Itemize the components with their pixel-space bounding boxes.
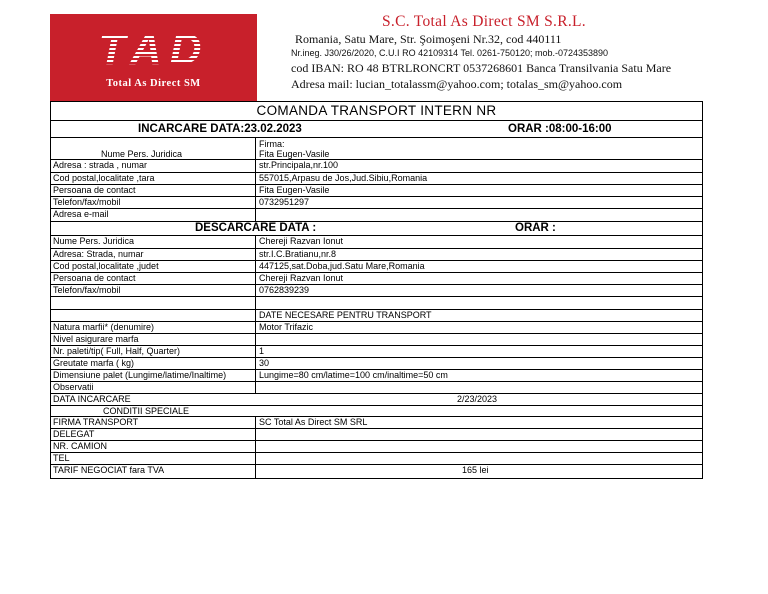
company-address: Romania, Satu Mare, Str. Şoimoşeni Nr.32, cod 440111 [295, 32, 562, 46]
tel-label: TEL [51, 453, 256, 464]
unloading-hours: ORAR : [515, 222, 556, 234]
tel-row [51, 453, 702, 465]
loading-contact-value: Fita Eugen-Vasile [259, 185, 330, 195]
unloading-address-label: Adresa: Strada, numar [51, 249, 256, 260]
unloading-postal-value: 447125,sat.Doba,jud.Satu Mare,Romania [259, 261, 425, 271]
loading-name-label: Nume Pers. Juridica [101, 149, 183, 159]
loading-hours: ORAR :08:00-16:00 [508, 123, 612, 135]
tariff-value: 165 lei [462, 465, 489, 475]
transport-section-title: DATE NECESARE PENTRU TRANSPORT [259, 310, 432, 320]
company-name: S.C. Total As Direct SM S.R.L. [382, 13, 586, 30]
document-title: COMANDA TRANSPORT INTERN NR [256, 103, 497, 118]
unloading-name-label: Nume Pers. Juridica [51, 236, 256, 248]
blank-row [51, 297, 702, 310]
unloading-contact-value: Chereji Razvan Ionut [259, 273, 344, 283]
transport-company-value: SC Total As Direct SM SRL [259, 417, 368, 427]
logo-letters: TAD [58, 28, 250, 72]
goods-nature-label: Natura marfii* (denumire) [51, 322, 256, 333]
loading-date: INCARCARE DATA:23.02.2023 [138, 123, 302, 135]
dimensions-value: Lungime=80 cm/latime=100 cm/inaltime=50 cm [259, 370, 448, 380]
company-email: Adresa mail: lucian_totalassm@yahoo.com; totalas_sm@yahoo.com [291, 77, 623, 91]
insurance-row [51, 334, 702, 346]
loading-address-label: Adresa : strada , numar [51, 160, 256, 172]
loading-data-value: 2/23/2023 [457, 394, 498, 404]
insurance-value [257, 334, 702, 345]
goods-nature-value: Motor Trifazic [259, 322, 314, 332]
company-registry: Nr.ineg. J30/26/2020, C.U.I RO 42109314 Tel. 0261-750120; mob.-0724353890 [291, 48, 609, 58]
goods-nature-row [51, 322, 702, 334]
loading-phone-label: Telefon/fax/mobil [51, 197, 256, 208]
pallets-row [51, 346, 702, 358]
logo-tagline: Total As Direct SM [106, 78, 201, 89]
loading-email-label: Adresa e-mail [51, 209, 256, 221]
unloading-date: DESCARCARE DATA : [195, 222, 317, 234]
unloading-phone-value: 0762839239 [259, 285, 310, 295]
unloading-postal-row [51, 261, 702, 273]
loading-postal-label: Cod postal,localitate ,tara [51, 173, 256, 184]
loading-address-value: str.Principala,nr.100 [259, 160, 339, 170]
unloading-contact-row [51, 273, 702, 285]
delegate-label: DELEGAT [51, 429, 256, 440]
loading-phone-value: 0732951297 [259, 197, 310, 207]
weight-row [51, 358, 702, 370]
truck-number-label: NR. CAMION [51, 441, 256, 452]
weight-value: 30 [259, 358, 270, 368]
dimensions-row [51, 370, 702, 382]
loading-contact-row [51, 185, 702, 197]
transport-section-row [51, 310, 702, 322]
loading-contact-label: Persoana de contact [51, 185, 256, 196]
truck-number-value [257, 441, 702, 452]
unloading-phone-label: Telefon/fax/mobil [51, 285, 256, 296]
loading-name-row [51, 138, 702, 160]
delegate-row [51, 429, 702, 441]
dimensions-label: Dimensiune palet (Lungime/latime/Inaltime) [51, 370, 256, 381]
loading-name-value: Fita Eugen-Vasile [259, 149, 330, 159]
tel-value [257, 453, 702, 464]
unloading-address-row [51, 249, 702, 261]
special-conditions: CONDITII SPECIALE [103, 406, 190, 416]
loading-date-row [51, 121, 702, 138]
loading-data-row [51, 394, 702, 406]
truck-number-row [51, 441, 702, 453]
loading-postal-value: 557015,Arpasu de Jos,Jud.Sibiu,Romania [259, 173, 428, 183]
unloading-postal-label: Cod postal,localitate ,judet [51, 261, 256, 272]
observations-row [51, 382, 702, 394]
observations-value [257, 382, 702, 393]
weight-label: Greutate marfa ( kg) [51, 358, 256, 369]
special-conditions-row [51, 406, 702, 417]
unloading-name-value: Chereji Razvan Ionut [259, 236, 344, 246]
company-logo [50, 14, 257, 102]
pallets-value: 1 [259, 346, 265, 356]
unloading-address-value: str.I.C.Bratianu,nr.8 [259, 249, 337, 259]
transport-company-label: FIRMA TRANSPORT [51, 417, 256, 428]
loading-address-row [51, 160, 702, 173]
unloading-phone-row [51, 285, 702, 297]
unloading-date-row [51, 222, 702, 236]
unloading-contact-label: Persoana de contact [51, 273, 256, 284]
pallets-label: Nr. paleti/tip( Full, Half, Quarter) [51, 346, 256, 357]
transport-order-table [50, 101, 703, 479]
loading-data-label: DATA INCARCARE [53, 394, 131, 404]
tariff-label: TARIF NEGOCIAT fara TVA [51, 465, 256, 478]
observations-label: Observatii [51, 382, 256, 393]
title-row [51, 102, 702, 121]
loading-phone-row [51, 197, 702, 209]
firma-label: Firma: [259, 139, 285, 149]
loading-email-row [51, 209, 702, 222]
delegate-value [257, 429, 702, 440]
tariff-row [51, 465, 702, 478]
company-iban: cod IBAN: RO 48 BTRLRONCRT 0537268601 Banca Transilvania Satu Mare [291, 61, 672, 75]
loading-postal-row [51, 173, 702, 185]
unloading-name-row [51, 236, 702, 249]
insurance-label: Nivel asigurare marfa [51, 334, 256, 345]
loading-email-value [257, 209, 702, 221]
transport-company-row [51, 417, 702, 429]
